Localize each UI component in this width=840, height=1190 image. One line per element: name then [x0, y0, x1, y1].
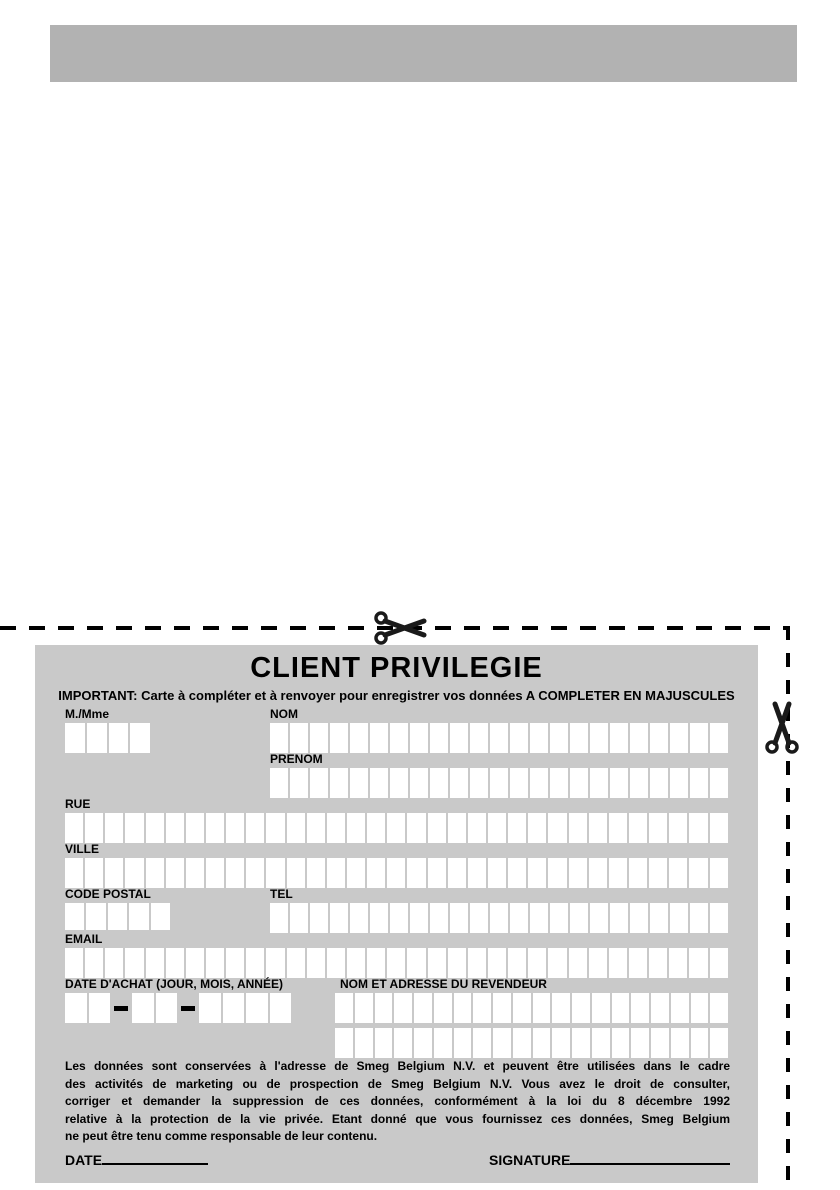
registration-card: [35, 645, 758, 1183]
grid-cell: [387, 948, 405, 978]
grid-cell: [186, 813, 204, 843]
grid-cell: [488, 948, 506, 978]
grid-cell: [710, 813, 728, 843]
grid-cell: [550, 768, 568, 798]
grid-cell: [508, 948, 526, 978]
field-rue: [65, 797, 728, 843]
grid-cell: [390, 768, 408, 798]
grid-cell: [310, 903, 328, 933]
grid-cell: [530, 723, 548, 753]
grid-cell: [609, 858, 627, 888]
grid-cell: [610, 723, 628, 753]
grid-cell: [434, 1028, 452, 1058]
grid-cell: [609, 813, 627, 843]
grid-cell: [428, 858, 446, 888]
grid-cell: [246, 813, 264, 843]
grid-cell: [370, 903, 388, 933]
grid-cell: [125, 948, 143, 978]
grid-cell: [347, 858, 365, 888]
date-month-cells: [132, 993, 177, 1023]
grid-cell: [330, 903, 348, 933]
revendeur-label: NOM ET ADRESSE DU REVENDEUR: [340, 977, 547, 991]
grid-cell: [350, 723, 368, 753]
grid-cell: [414, 993, 432, 1023]
grid-cell: [186, 948, 204, 978]
email-label: EMAIL: [65, 932, 103, 946]
grid-cell: [327, 858, 345, 888]
grid-cell: [394, 993, 412, 1023]
grid-cell: [199, 993, 221, 1023]
grid-cell: [468, 858, 486, 888]
grid-cell: [508, 813, 526, 843]
code-postal-label: CODE POSTAL: [65, 887, 151, 901]
scissors-icon: [763, 700, 801, 754]
grid-cell: [355, 993, 373, 1023]
grid-cell: [448, 858, 466, 888]
grid-cell: [370, 723, 388, 753]
grid-cell: [550, 903, 568, 933]
grid-cell: [310, 723, 328, 753]
ville-label: VILLE: [65, 842, 100, 856]
grid-cell: [390, 723, 408, 753]
grid-cell: [287, 948, 305, 978]
grid-cell: [552, 1028, 570, 1058]
grid-cell: [350, 903, 368, 933]
nom-cell-row: [270, 723, 728, 753]
grid-cell: [691, 993, 709, 1023]
grid-cell: [387, 858, 405, 888]
rue-label: RUE: [65, 797, 91, 811]
grid-cell: [450, 723, 468, 753]
grid-cell: [569, 813, 587, 843]
grid-cell: [690, 903, 708, 933]
grid-cell: [146, 948, 164, 978]
grid-cell: [375, 993, 393, 1023]
grid-cell: [450, 903, 468, 933]
grid-cell: [490, 723, 508, 753]
grid-cell: [156, 993, 178, 1023]
grid-cell: [669, 948, 687, 978]
date-fill-line: [102, 1152, 208, 1165]
grid-cell: [330, 768, 348, 798]
grid-cell: [670, 903, 688, 933]
grid-cell: [630, 723, 648, 753]
grid-cell: [287, 813, 305, 843]
grid-cell: [691, 1028, 709, 1058]
grid-cell: [473, 1028, 491, 1058]
grid-cell: [670, 768, 688, 798]
grid-cell: [206, 858, 224, 888]
grid-cell: [85, 948, 103, 978]
grid-cell: [629, 858, 647, 888]
grid-cell: [428, 813, 446, 843]
field-prenom: [270, 752, 728, 798]
grid-cell: [350, 768, 368, 798]
prenom-label: PRENOM: [270, 752, 323, 766]
revendeur-cell-rows: [335, 993, 728, 1058]
grid-cell: [347, 813, 365, 843]
grid-cell: [530, 768, 548, 798]
grid-cell: [109, 723, 129, 753]
grid-cell: [650, 768, 668, 798]
grid-cell: [390, 903, 408, 933]
field-revendeur: [340, 977, 547, 993]
grid-cell: [671, 1028, 689, 1058]
grid-cell: [629, 948, 647, 978]
grid-cell: [669, 813, 687, 843]
grid-cell: [631, 993, 649, 1023]
signature-fill-line: [570, 1152, 730, 1165]
grid-cell: [651, 1028, 669, 1058]
grid-cell: [226, 948, 244, 978]
revendeur-cell-row-1: [335, 993, 728, 1023]
revendeur-cell-row-2: [335, 1028, 728, 1058]
grid-cell: [125, 813, 143, 843]
grid-cell: [186, 858, 204, 888]
grid-cell: [407, 858, 425, 888]
grid-cell: [394, 1028, 412, 1058]
grid-cell: [290, 768, 308, 798]
scissors-icon: [374, 609, 428, 647]
grid-cell: [550, 723, 568, 753]
field-tel: [270, 887, 728, 933]
tel-cell-row: [270, 903, 728, 933]
grid-cell: [307, 813, 325, 843]
grid-cell: [327, 948, 345, 978]
signature-label: SIGNATURE: [489, 1152, 571, 1168]
grid-cell: [223, 993, 245, 1023]
grid-cell: [65, 993, 87, 1023]
grid-cell: [448, 948, 466, 978]
footer-date: [65, 1152, 208, 1168]
grid-cell: [570, 723, 588, 753]
grid-cell: [649, 858, 667, 888]
date-achat-label: DATE D'ACHAT (JOUR, MOIS, ANNÉE): [65, 977, 283, 991]
grid-cell: [488, 813, 506, 843]
grid-cell: [513, 1028, 531, 1058]
grid-cell: [270, 723, 288, 753]
prenom-cell-row: [270, 768, 728, 798]
grid-cell: [548, 813, 566, 843]
tel-label: TEL: [270, 887, 293, 901]
grid-cell: [450, 768, 468, 798]
field-ville: [65, 842, 728, 888]
grid-cell: [570, 903, 588, 933]
grid-cell: [287, 858, 305, 888]
grid-cell: [375, 1028, 393, 1058]
grid-cell: [266, 858, 284, 888]
grid-cell: [612, 993, 630, 1023]
grid-cell: [310, 768, 328, 798]
grid-cell: [246, 858, 264, 888]
field-code-postal: [65, 887, 170, 930]
grid-cell: [166, 813, 184, 843]
date-year-cells: [199, 993, 291, 1023]
grid-cell: [649, 813, 667, 843]
legal-line: ne peut être tenu comme responsable de leur contenu.: [65, 1129, 378, 1143]
grid-cell: [592, 993, 610, 1023]
grid-cell: [533, 993, 551, 1023]
grid-cell: [407, 813, 425, 843]
grid-cell: [410, 723, 428, 753]
grid-cell: [335, 1028, 353, 1058]
grid-cell: [530, 903, 548, 933]
grid-cell: [270, 993, 292, 1023]
grid-cell: [592, 1028, 610, 1058]
grid-cell: [548, 948, 566, 978]
grid-cell: [570, 768, 588, 798]
grid-cell: [513, 993, 531, 1023]
grid-cell: [689, 948, 707, 978]
grid-cell: [105, 813, 123, 843]
grid-cell: [65, 813, 83, 843]
grid-cell: [609, 948, 627, 978]
grid-cell: [710, 723, 728, 753]
grid-cell: [125, 858, 143, 888]
grid-cell: [710, 858, 728, 888]
grid-cell: [470, 768, 488, 798]
grid-cell: [132, 993, 154, 1023]
grid-cell: [347, 948, 365, 978]
grid-cell: [367, 858, 385, 888]
grid-cell: [650, 903, 668, 933]
grid-cell: [468, 948, 486, 978]
grid-cell: [290, 723, 308, 753]
grid-cell: [671, 993, 689, 1023]
grid-cell: [454, 993, 472, 1023]
grid-cell: [414, 1028, 432, 1058]
grid-cell: [206, 813, 224, 843]
grid-cell: [710, 768, 728, 798]
grid-cell: [266, 813, 284, 843]
grid-cell: [670, 723, 688, 753]
field-date-achat: [65, 977, 291, 1023]
grid-cell: [528, 813, 546, 843]
legal-line: des activités de marketing ou de prospection de Smeg Belgium N.V. Vous avez le droit de consulter,: [65, 1076, 730, 1091]
grid-cell: [428, 948, 446, 978]
grid-cell: [226, 858, 244, 888]
grid-cell: [430, 768, 448, 798]
grid-cell: [367, 948, 385, 978]
grid-cell: [493, 1028, 511, 1058]
grid-cell: [533, 1028, 551, 1058]
grid-cell: [430, 903, 448, 933]
date-achat-cell-row: [65, 993, 291, 1023]
grid-cell: [206, 948, 224, 978]
grid-cell: [590, 903, 608, 933]
grid-cell: [146, 858, 164, 888]
field-civility: [65, 707, 150, 753]
grid-cell: [89, 993, 111, 1023]
grid-cell: [710, 1028, 728, 1058]
grid-cell: [327, 813, 345, 843]
card-instruction: IMPORTANT: Carte à compléter et à renvoyer pour enregistrer vos données A COMPLETER EN MAJUSCULES: [58, 688, 735, 703]
grid-cell: [246, 948, 264, 978]
grid-cell: [410, 768, 428, 798]
grid-cell: [146, 813, 164, 843]
grid-cell: [488, 858, 506, 888]
grid-cell: [650, 723, 668, 753]
date-day-cells: [65, 993, 110, 1023]
legal-line: corriger et demander la suppression de ces données, conformément à la loi du 8 décembre 1992: [65, 1094, 730, 1108]
grid-cell: [590, 723, 608, 753]
grid-cell: [65, 858, 83, 888]
civility-cell-row: [65, 723, 150, 753]
grid-cell: [266, 948, 284, 978]
grid-cell: [448, 813, 466, 843]
grid-cell: [335, 993, 353, 1023]
grid-cell: [589, 858, 607, 888]
grid-cell: [690, 723, 708, 753]
grid-cell: [572, 993, 590, 1023]
card-title: CLIENT PRIVILEGIE: [250, 652, 543, 684]
grid-cell: [434, 993, 452, 1023]
grid-cell: [710, 993, 728, 1023]
ville-cell-row: [65, 858, 728, 888]
grid-cell: [510, 903, 528, 933]
grid-cell: [226, 813, 244, 843]
grid-cell: [569, 858, 587, 888]
grid-cell: [528, 948, 546, 978]
grid-cell: [548, 858, 566, 888]
grid-cell: [355, 1028, 373, 1058]
grid-cell: [651, 993, 669, 1023]
rue-cell-row: [65, 813, 728, 843]
grid-cell: [669, 858, 687, 888]
grid-cell: [473, 993, 491, 1023]
code-postal-cell-row: [65, 903, 170, 930]
grid-cell: [105, 948, 123, 978]
grid-cell: [246, 993, 268, 1023]
grid-cell: [166, 948, 184, 978]
grid-cell: [510, 723, 528, 753]
date-label: DATE: [65, 1152, 103, 1168]
grid-cell: [610, 768, 628, 798]
grid-cell: [86, 903, 105, 930]
grid-cell: [468, 813, 486, 843]
grid-cell: [85, 813, 103, 843]
grid-cell: [710, 948, 728, 978]
email-cell-row: [65, 948, 728, 978]
grid-cell: [630, 903, 648, 933]
grid-cell: [649, 948, 667, 978]
grid-cell: [508, 858, 526, 888]
grid-cell: [569, 948, 587, 978]
civility-label: M./Mme: [65, 707, 110, 721]
grid-cell: [612, 1028, 630, 1058]
grid-cell: [589, 948, 607, 978]
grid-cell: [270, 768, 288, 798]
grid-cell: [470, 723, 488, 753]
grid-cell: [590, 768, 608, 798]
grid-cell: [410, 903, 428, 933]
grid-cell: [105, 858, 123, 888]
field-email: [65, 932, 728, 978]
grid-cell: [151, 903, 170, 930]
grid-cell: [510, 768, 528, 798]
grid-cell: [630, 768, 648, 798]
grid-cell: [130, 723, 150, 753]
grid-cell: [65, 903, 84, 930]
field-nom: [270, 707, 728, 753]
top-band: [50, 25, 797, 82]
grid-cell: [65, 948, 83, 978]
footer-signature: [489, 1152, 730, 1168]
grid-cell: [528, 858, 546, 888]
grid-cell: [370, 768, 388, 798]
dash-separator: [181, 1006, 195, 1011]
grid-cell: [85, 858, 103, 888]
grid-cell: [87, 723, 107, 753]
grid-cell: [307, 948, 325, 978]
nom-label: NOM: [270, 707, 298, 721]
grid-cell: [572, 1028, 590, 1058]
grid-cell: [330, 723, 348, 753]
grid-cell: [610, 903, 628, 933]
grid-cell: [129, 903, 148, 930]
legal-line: relative à la protection de la vie privée. Etant donné que vous fournissez ces données, Smeg Belgium: [65, 1111, 730, 1126]
legal-line: Les données sont conservées à l'adresse de Smeg Belgium N.V. et peuvent être utilisées dans le cadre: [65, 1059, 730, 1073]
grid-cell: [307, 858, 325, 888]
grid-cell: [629, 813, 647, 843]
grid-cell: [387, 813, 405, 843]
legal-text: [65, 1058, 730, 1146]
grid-cell: [631, 1028, 649, 1058]
grid-cell: [490, 903, 508, 933]
grid-cell: [689, 813, 707, 843]
grid-cell: [470, 903, 488, 933]
grid-cell: [490, 768, 508, 798]
grid-cell: [493, 993, 511, 1023]
grid-cell: [454, 1028, 472, 1058]
grid-cell: [407, 948, 425, 978]
dash-separator: [114, 1006, 128, 1011]
grid-cell: [430, 723, 448, 753]
grid-cell: [690, 768, 708, 798]
grid-cell: [589, 813, 607, 843]
grid-cell: [166, 858, 184, 888]
grid-cell: [108, 903, 127, 930]
grid-cell: [270, 903, 288, 933]
grid-cell: [552, 993, 570, 1023]
grid-cell: [290, 903, 308, 933]
grid-cell: [689, 858, 707, 888]
grid-cell: [65, 723, 85, 753]
grid-cell: [367, 813, 385, 843]
grid-cell: [710, 903, 728, 933]
